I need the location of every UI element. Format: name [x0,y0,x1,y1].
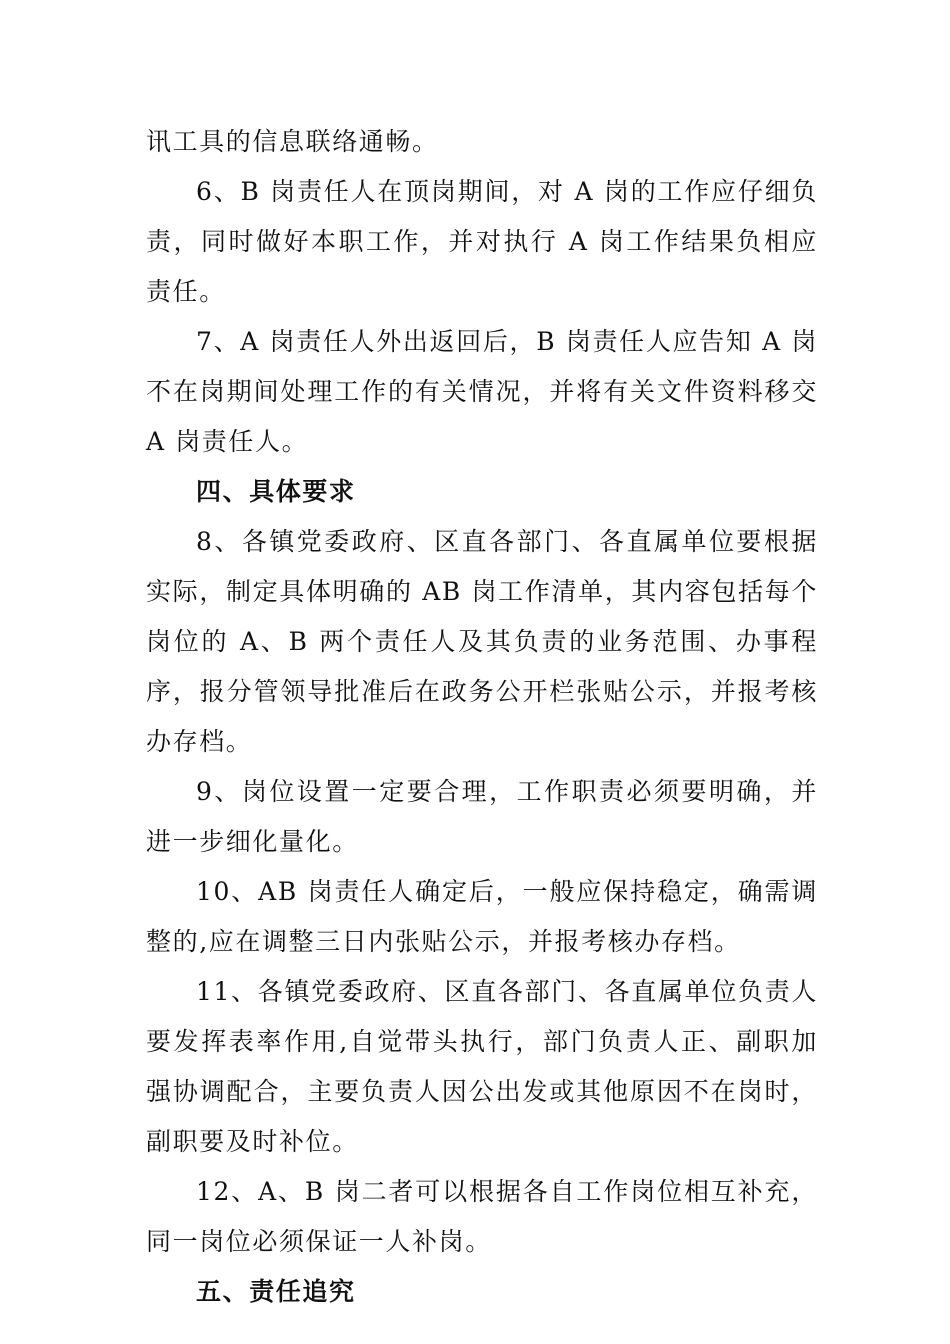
section-heading-accountability: 五、责任追究 [196,1277,356,1306]
paragraph-item-10: 10、AB 岗责任人确定后，一般应保持稳定，确需调整的,应在调整三日内张贴公示，并报考核办存档。 [146,877,818,956]
paragraph-item-6: 6、B 岗责任人在顶岗期间，对 A 岗的工作应仔细负责，同时做好本职工作，并对执行 A 岗工作结果负相应责任。 [146,177,818,306]
paragraph-item-7: 7、A 岗责任人外出返回后，B 岗责任人应告知 A 岗不在岗期间处理工作的有关情况，并将有关文件资料移交 A 岗责任人。 [146,327,818,456]
paragraph-item-9: 9、岗位设置一定要合理，工作职责必须要明确，并进一步细化量化。 [146,777,818,856]
paragraph-item-8: 8、各镇党委政府、区直各部门、各直属单位要根据实际，制定具体明确的 AB 岗工作清单，其内容包括每个岗位的 A、B 两个责任人及其负责的业务范围、办事程序，报分管领导批准后在政务公开栏张贴公示，并报考核办存档。 [146,527,818,756]
paragraph-continuation: 讯工具的信息联络通畅。 [146,127,439,156]
paragraph-item-12: 12、A、B 岗二者可以根据各自工作岗位相互补充，同一岗位必须保证一人补岗。 [146,1177,818,1256]
document-body [146,117,818,1317]
paragraph-item-11: 11、各镇党委政府、区直各部门、各直属单位负责人要发挥表率作用,自觉带头执行，部门负责人正、副职加强协调配合，主要负责人因公出发或其他原因不在岗时，副职要及时补位。 [146,977,818,1156]
section-heading-specific-requirements: 四、具体要求 [196,477,356,506]
